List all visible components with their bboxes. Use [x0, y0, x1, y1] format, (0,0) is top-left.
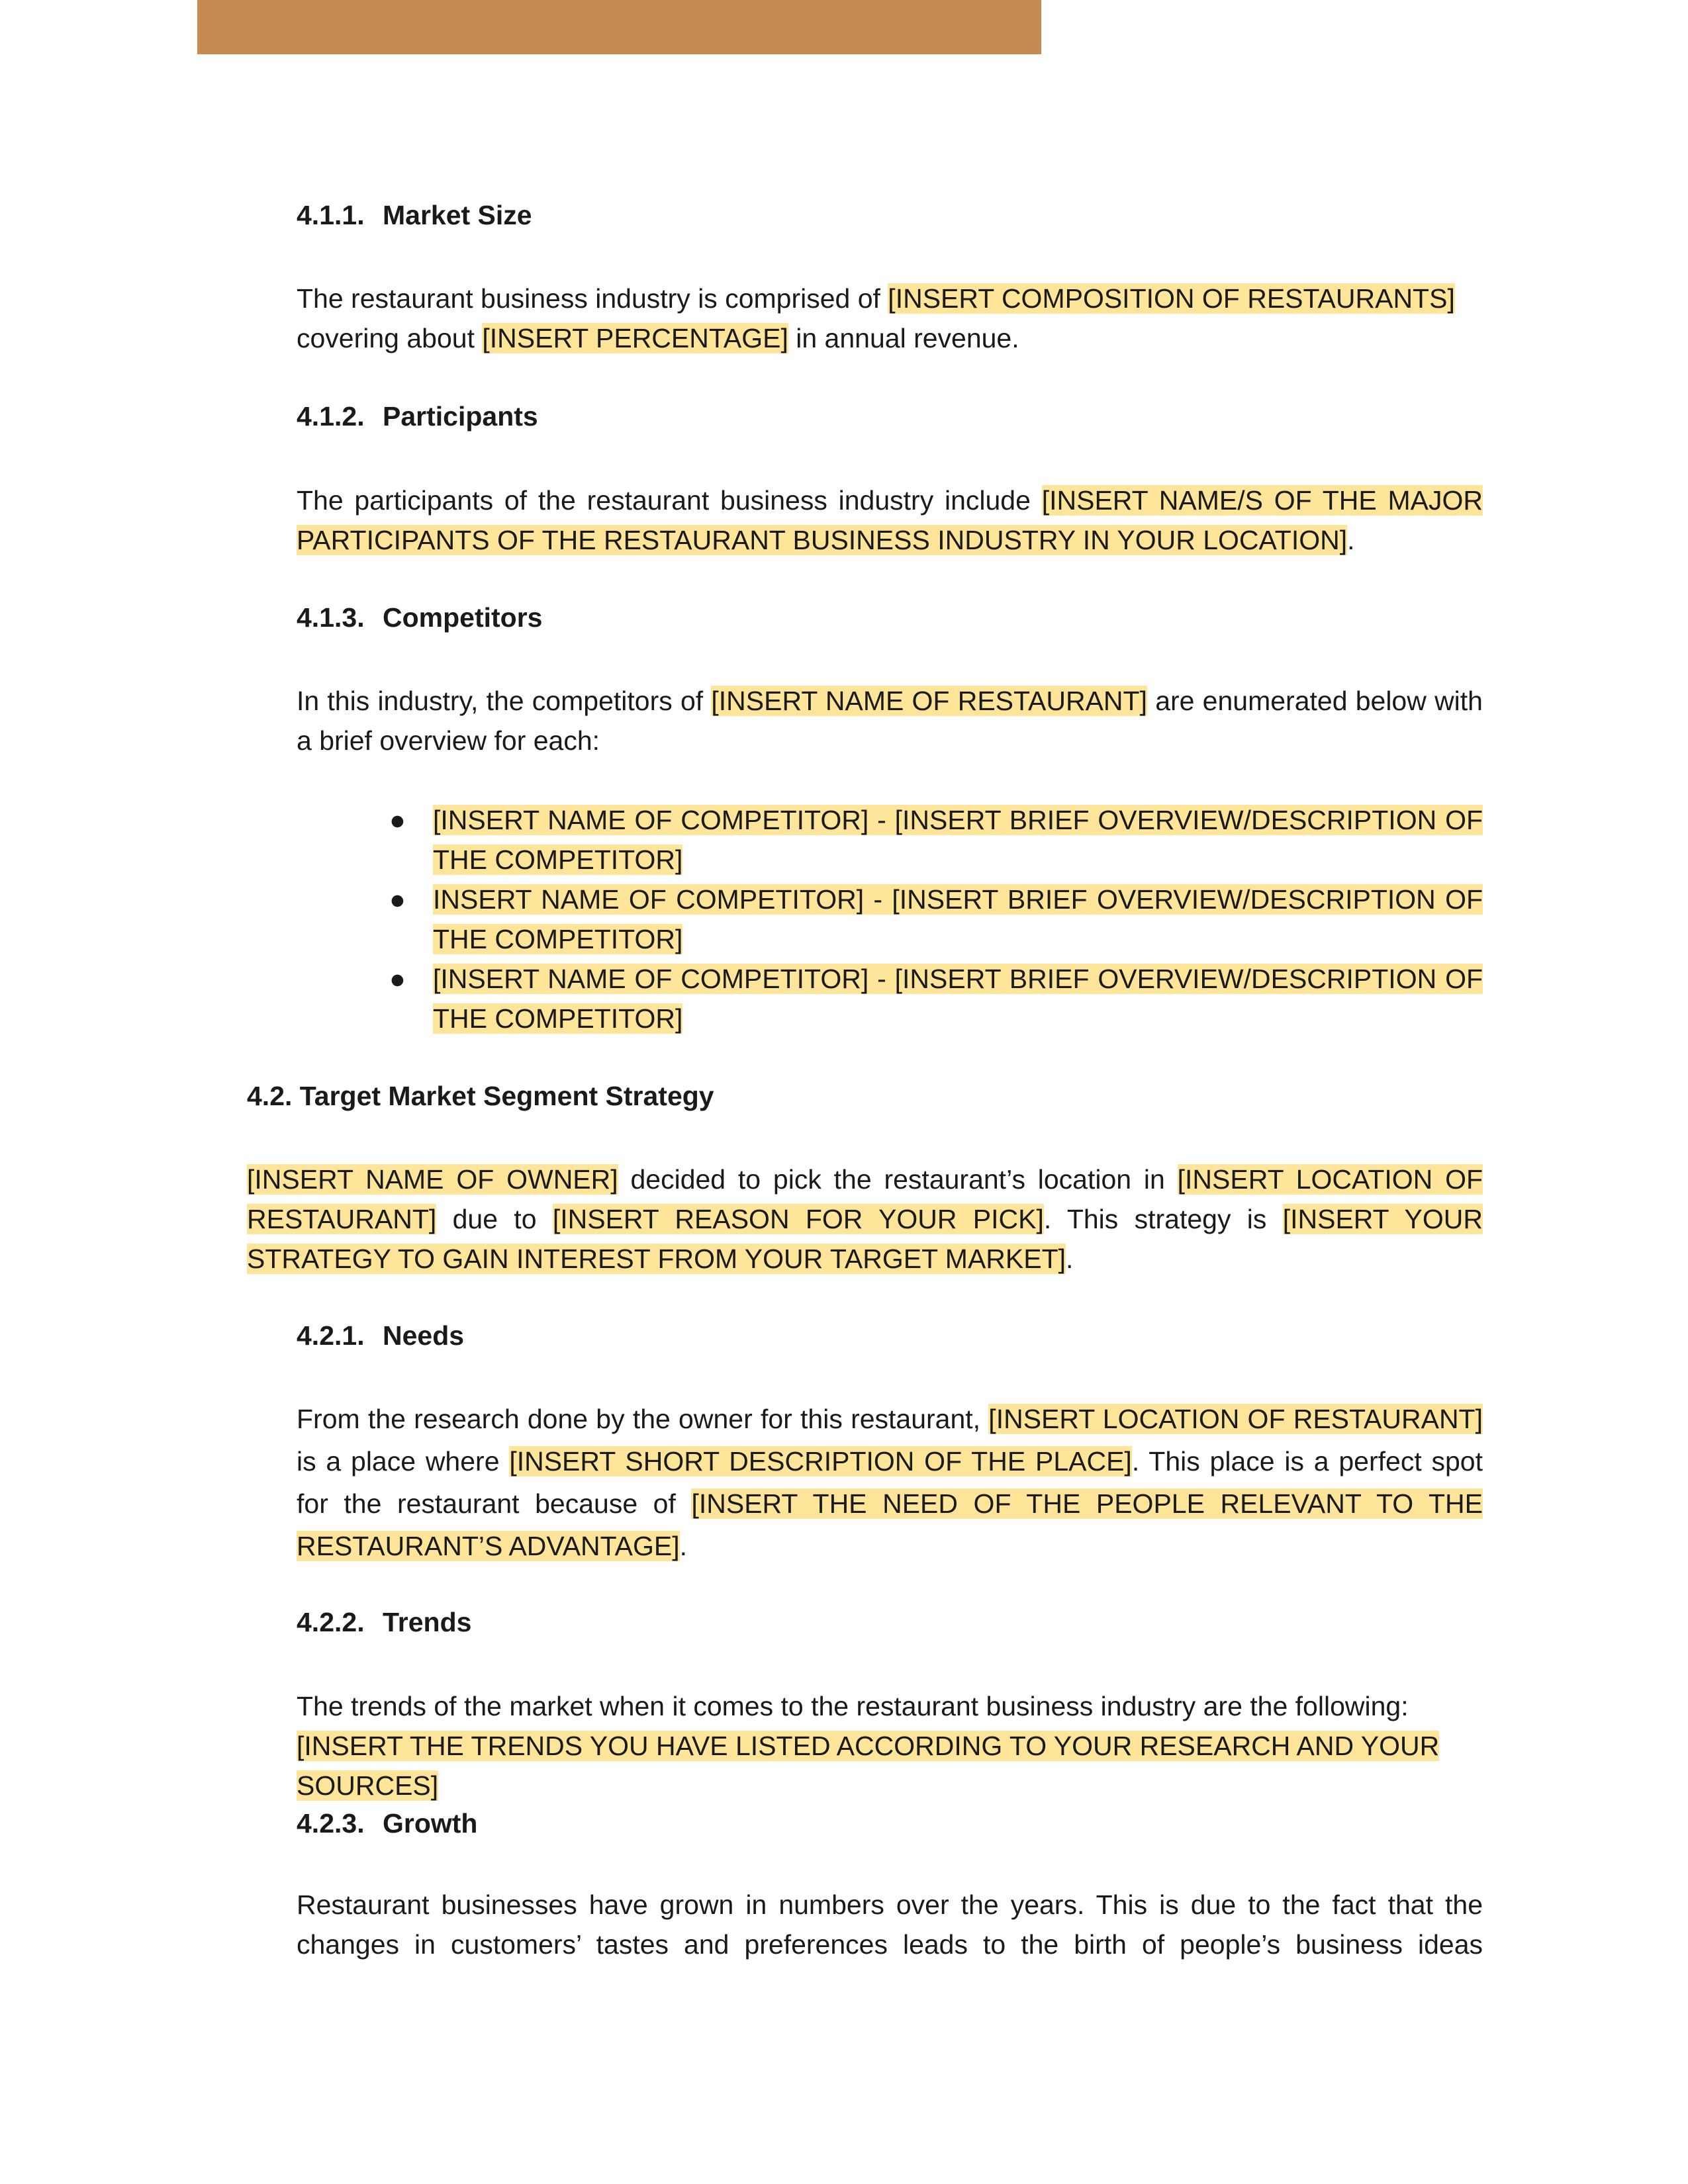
bullet-icon: ●	[389, 964, 406, 994]
heading-number: 4.1.3.	[297, 602, 365, 633]
text-run: . This place is a perfect spot for the restaurant because of	[297, 1446, 1483, 1519]
text-run: The participants of the restaurant business industry include	[297, 485, 1042, 516]
placeholder-highlight: [INSERT REASON FOR YOUR PICK]	[552, 1204, 1044, 1234]
placeholder-highlight: [INSERT PERCENTAGE]	[482, 323, 788, 353]
placeholder-highlight: [INSERT NAME OF OWNER]	[247, 1164, 618, 1195]
heading-title: Trends	[383, 1607, 472, 1637]
text-run: From the research done by the owner for this restaurant,	[297, 1404, 989, 1434]
heading-title: Market Size	[383, 200, 532, 230]
trends-paragraph	[297, 1686, 1483, 1805]
heading-market-size	[297, 200, 532, 231]
heading-number: 4.1.1.	[297, 200, 365, 230]
placeholder-highlight: [INSERT THE TRENDS YOU HAVE LISTED ACCORDING TO YOUR RESEARCH AND YOUR SOURCES]	[297, 1731, 1440, 1801]
participants-paragraph	[297, 480, 1483, 560]
heading-title: Participants	[383, 401, 538, 432]
placeholder-highlight: [INSERT NAME/S OF THE MAJOR PARTICIPANTS OF THE RESTAURANT BUSINESS INDUSTRY IN YOUR LOCATION]	[297, 485, 1483, 555]
placeholder-highlight: [INSERT YOUR STRATEGY TO GAIN INTEREST FROM YOUR TARGET MARKET]	[247, 1204, 1483, 1274]
text-run: .	[1347, 525, 1355, 555]
heading-title: Competitors	[383, 602, 543, 633]
competitor-list	[297, 800, 1483, 1038]
text-run: Restaurant businesses have grown in numbers over the years. This is due to the fact that the changes in customers’ tastes and preferences leads to the birth of people’s business ideas	[297, 1889, 1483, 1960]
heading-needs	[297, 1320, 464, 1351]
heading-title: Needs	[383, 1320, 465, 1351]
placeholder-highlight: [INSERT NAME OF COMPETITOR] - [INSERT BRIEF OVERVIEW/DESCRIPTION OF THE COMPETITOR]	[433, 964, 1483, 1034]
placeholder-highlight: [INSERT COMPOSITION OF RESTAURANTS]	[888, 283, 1455, 314]
text-run: .	[679, 1531, 688, 1561]
placeholder-highlight: INSERT NAME OF COMPETITOR] - [INSERT BRIEF OVERVIEW/DESCRIPTION OF THE COMPETITOR]	[433, 884, 1483, 954]
text-run: due to	[436, 1204, 553, 1234]
placeholder-highlight: [INSERT LOCATION OF RESTAURANT]	[247, 1164, 1483, 1234]
heading-number: 4.1.2.	[297, 401, 365, 432]
heading-participants	[297, 401, 538, 432]
bullet-icon: ●	[389, 884, 406, 915]
header-color-bar	[197, 0, 1041, 54]
text-run: The trends of the market when it comes to the restaurant business industry are the following:	[297, 1691, 1409, 1721]
bullet-icon: ●	[389, 805, 406, 835]
placeholder-highlight: [INSERT THE NEED OF THE PEOPLE RELEVANT TO THE RESTAURANT’S ADVANTAGE]	[297, 1488, 1483, 1561]
text-run: are enumerated below with a brief overview for each:	[297, 686, 1483, 756]
target-market-paragraph	[247, 1160, 1483, 1279]
placeholder-highlight: [INSERT LOCATION OF RESTAURANT]	[988, 1404, 1483, 1434]
text-run: The restaurant business industry is comprised of	[297, 283, 888, 314]
text-run: covering about	[297, 323, 483, 353]
placeholder-highlight: [INSERT SHORT DESCRIPTION OF THE PLACE]	[509, 1446, 1132, 1477]
placeholder-highlight: [INSERT NAME OF RESTAURANT]	[711, 686, 1147, 716]
list-item	[297, 800, 1483, 880]
list-item	[297, 880, 1483, 959]
text-run: is a place where	[297, 1446, 510, 1477]
heading-competitors	[297, 602, 542, 633]
list-item	[297, 959, 1483, 1038]
heading-number: 4.2.3.	[297, 1808, 365, 1839]
heading-title: Growth	[383, 1808, 478, 1839]
heading-target-market: 4.2. Target Market Segment Strategy	[247, 1081, 714, 1111]
text-run: decided to pick the restaurant’s location in	[618, 1164, 1178, 1195]
market-size-paragraph	[297, 279, 1483, 358]
text-run: In this industry, the competitors of	[297, 686, 712, 716]
heading-number: 4.2.2.	[297, 1607, 365, 1637]
needs-paragraph	[297, 1398, 1483, 1567]
text-run: in annual revenue.	[788, 323, 1019, 353]
heading-trends	[297, 1607, 471, 1638]
heading-number: 4.2.1.	[297, 1320, 365, 1351]
text-run: .	[1066, 1244, 1074, 1274]
placeholder-highlight: [INSERT NAME OF COMPETITOR] - [INSERT BRIEF OVERVIEW/DESCRIPTION OF THE COMPETITOR]	[433, 805, 1483, 875]
text-run: . This strategy is	[1043, 1204, 1283, 1234]
heading-growth	[297, 1808, 477, 1839]
growth-paragraph	[297, 1885, 1483, 1964]
competitors-paragraph	[297, 681, 1483, 760]
